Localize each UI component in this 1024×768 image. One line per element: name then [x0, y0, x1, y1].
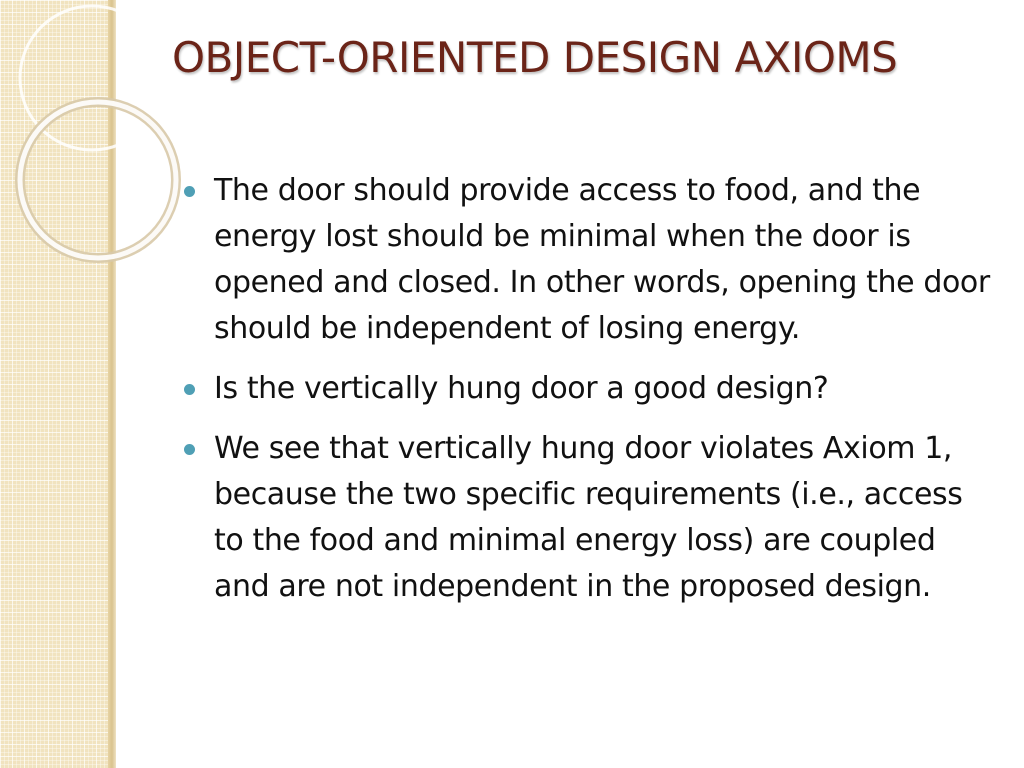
bullet-dot-icon [184, 186, 195, 197]
bullet-item [184, 366, 999, 412]
bullet-item [184, 426, 999, 610]
bullet-dot-icon [184, 444, 195, 455]
bullet-text: Is the vertically hung door a good design? [214, 371, 829, 406]
bullet-text: We see that vertically hung door violates Axiom 1, because the two specific requirements (i.e., access to the food and minimal energy loss) are coupled and are not independent in the proposed design. [214, 431, 963, 604]
decorative-rings [0, 0, 200, 300]
decorative-ring-inner [20, 102, 176, 258]
bullet-list [184, 168, 999, 624]
bullet-item [184, 168, 999, 352]
bullet-text: The door should provide access to food, and the energy lost should be minimal when the door is opened and closed. In other words, opening the door should be independent of losing energy. [214, 173, 990, 346]
slide-title: OBJECT-ORIENTED DESIGN AXIOMS [172, 33, 898, 82]
bullet-dot-icon [184, 384, 195, 395]
